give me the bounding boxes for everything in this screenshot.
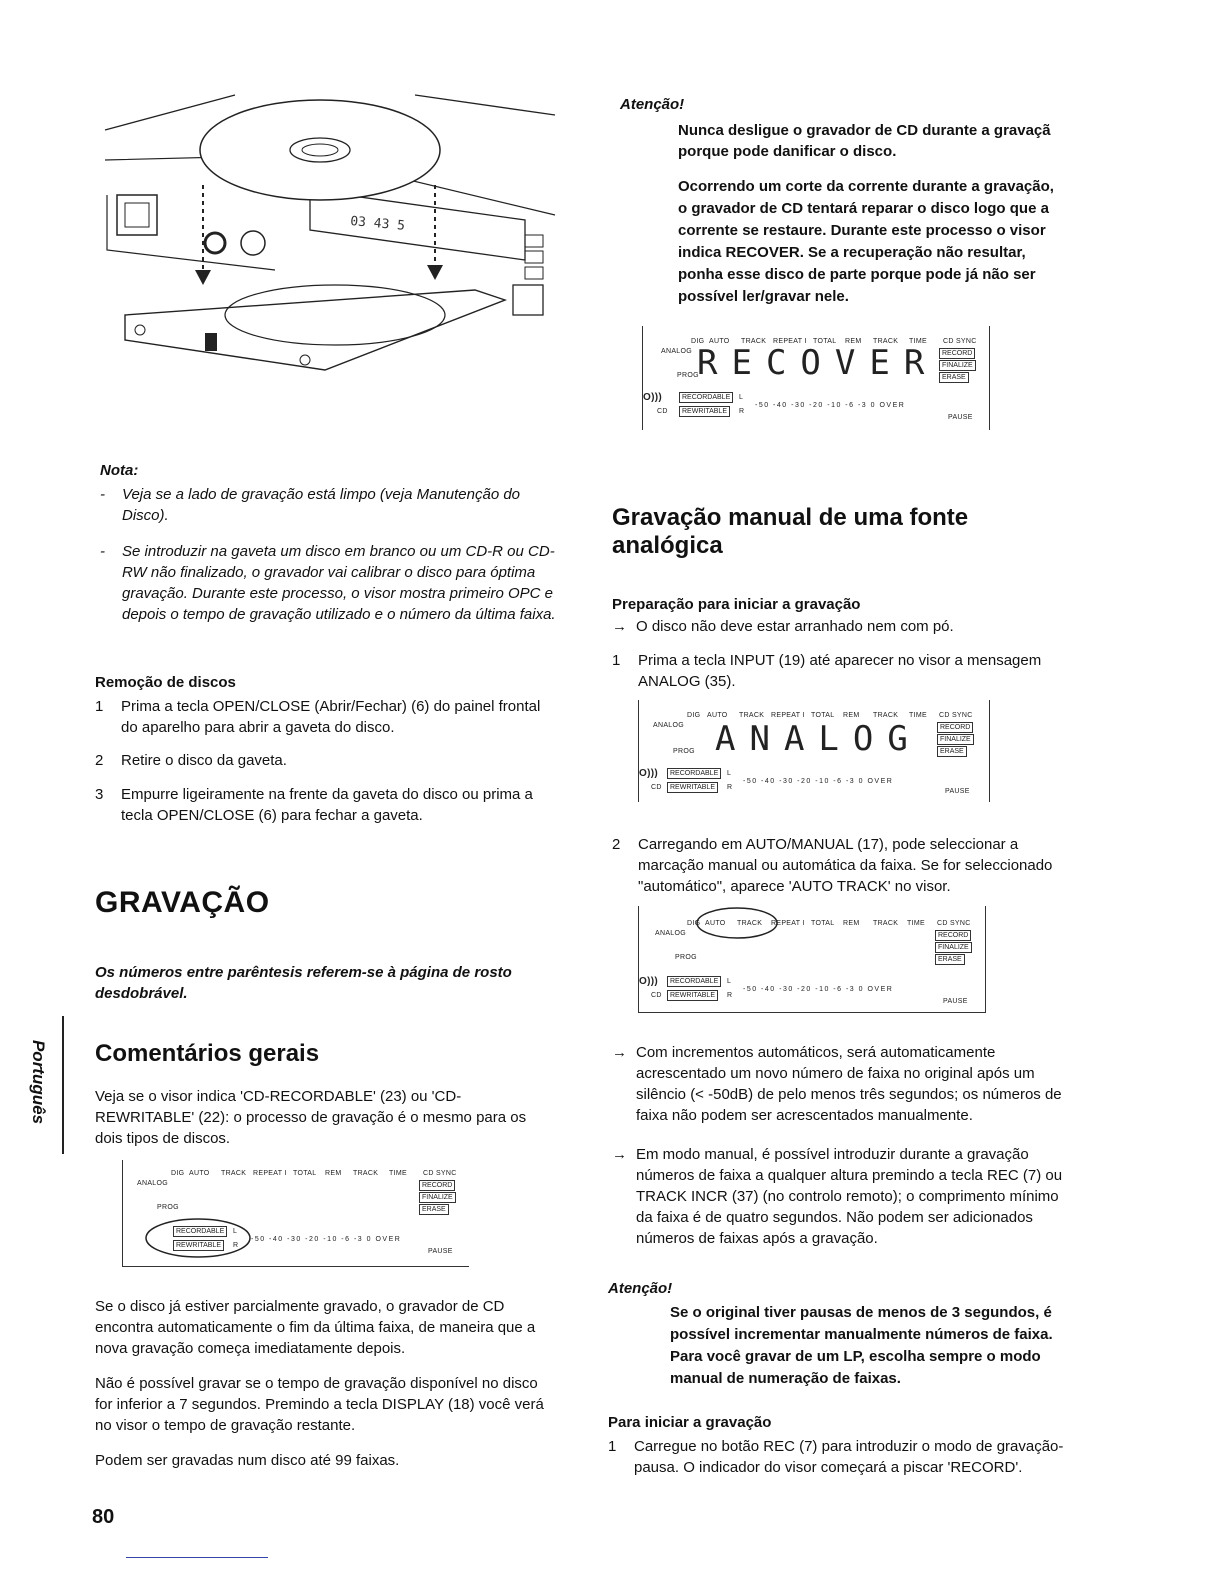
section-title-gravacao: GRAVAÇÃO	[95, 886, 270, 919]
cd-recorder-illustration	[95, 85, 565, 385]
display-panel-recover: DIG AUTO TRACK REPEAT I TOTAL REM TRACK TIME CD SYNC ANALOG PROG RECOVER RECORD FINALIZE ERASE O))) RECORDABLE REWRITABLE CD L R -50 -40 -30 -20 -10 -6 -3 0 OVER PAUSE	[642, 326, 990, 430]
gravacao-subtitle: Os números entre parêntesis referem-se à página de rosto desdobrável.	[95, 964, 512, 1002]
comentarios-p4: Podem ser gravadas num disco até 99 faixas.	[95, 1452, 400, 1469]
manual-mode-item	[612, 1144, 1067, 1249]
page-number: 80	[92, 1506, 115, 1528]
manual-step-1: 1 Prima a tecla INPUT (19) até aparecer no visor a mensagem ANALOG (35).	[612, 650, 1062, 692]
arrow-icon: →	[612, 1146, 627, 1163]
remocao-step-text: Empurre ligeiramente na frente da gaveta do disco ou prima a tecla OPEN/CLOSE (6) para fechar a gaveta.	[121, 786, 533, 824]
comentarios-p2: Se o disco já estiver parcialmente gravado, o gravador de CD encontra automaticamente o fim da última faixa, de maneira que a nova gravação começa imediatamente depois.	[95, 1298, 536, 1357]
device-display-text: 03 43 5	[349, 214, 406, 234]
attention1-title: Atenção!	[620, 96, 685, 113]
nota-item-text: Se introduzir na gaveta um disco em branco ou um CD-R ou CD-RW não finalizado, o gravador vai calibrar o disco para óptima gravação. Durante este processo, o visor mostra primeiro OPC e depois o tempo de gravação utilizado e o número da última faixa.	[122, 543, 556, 623]
auto-increment-item	[612, 1042, 1067, 1126]
manual-step-1-text: Prima a tecla INPUT (19) até aparecer no visor a mensagem ANALOG (35).	[638, 652, 1042, 690]
footer-rule	[126, 1557, 268, 1558]
language-tab	[29, 1016, 64, 1154]
attention2-title: Atenção!	[608, 1280, 673, 1297]
remocao-step: 3 Empurre ligeiramente na frente da gaveta do disco ou prima a tecla OPEN/CLOSE (6) para fechar a gaveta.	[95, 784, 555, 826]
attention1-p2: Ocorrendo um corte da corrente durante a gravação, o gravador de CD tentará reparar o disco logo que a corrente se restaure. Durante este processo o visor indica RECOVER. Se a recuperação não resultar, ponha esse disco de parte porque pode já não ser possível ler/gravar nele.	[678, 178, 1054, 305]
auto-increment-text: Com incrementos automáticos, será automaticamente acrescentado um novo número de faixa no original após um silêncio (< -50dB) de pelo menos três segundos; os números de faixa não podem ser acrescentados manualmente.	[636, 1044, 1062, 1124]
remocao-step: 1 Prima a tecla OPEN/CLOSE (Abrir/Fechar) (6) do painel frontal do aparelho para abrir a gaveta do disco.	[95, 696, 555, 738]
display-segment-text: ANALOG	[715, 719, 922, 759]
comentarios-p1: Veja se o visor indica 'CD-RECORDABLE' (23) ou 'CD-REWRITABLE' (22): o processo de gravação é o mesmo para os dois tipos de discos.	[95, 1088, 527, 1147]
attention2-text: Se o original tiver pausas de menos de 3 segundos, é possível incrementar manualmente números de faixa. Para você gravar de um LP, escolha sempre o modo manual de numeração de faixas.	[670, 1304, 1053, 1387]
iniciar-title: Para iniciar a gravação	[608, 1414, 772, 1431]
nota-title: Nota:	[100, 462, 139, 479]
highlight-circle	[695, 906, 779, 940]
display-segment-text: RECOVER	[697, 343, 939, 383]
comentarios-title: Comentários gerais	[95, 1040, 320, 1067]
nota-item-text: Veja se a lado de gravação está limpo (veja Manutenção do Disco).	[122, 486, 521, 524]
iniciar-step-1-text: Carregue no botão REC (7) para introduzir o modo de gravação-pausa. O indicador do visor começará a piscar 'RECORD'.	[634, 1438, 1064, 1476]
arrow-icon: →	[612, 1044, 627, 1061]
manual-title: Gravação manual de uma fonte analógica	[612, 504, 969, 559]
display-panel-recordable: DIG AUTO TRACK REPEAT I TOTAL REM TRACK TIME CD SYNC ANALOG PROG RECORD FINALIZE ERASE RECORDABLE REWRITABLE L R -50 -40 -30 -20 -10 -6 -3 0 OVER PAUSE	[122, 1160, 469, 1267]
language-tab-label: Português	[29, 1039, 49, 1125]
remocao-title: Remoção de discos	[95, 674, 236, 691]
display-panel-analog: DIG AUTO TRACK REPEAT I TOTAL REM TRACK TIME CD SYNC ANALOG PROG ANALOG RECORD FINALIZE ERASE O))) RECORDABLE REWRITABLE CD L R -50 -40 -30 -20 -10 -6 -3 0 OVER PAUSE	[638, 700, 990, 802]
manual-mode-text: Em modo manual, é possível introduzir durante a gravação números de faixa a qualquer altura premindo a tecla REC (7) ou TRACK INCR (37) (no controlo remoto); o comprimento mínimo da faixa é de quatro segundos. Não podem ser adicionados números de faixas após a gravação.	[636, 1146, 1063, 1247]
attention1-p1: Nunca desligue o gravador de CD durante a gravaçã porque pode danificar o disco.	[678, 122, 1051, 160]
nota-item: - Veja se a lado de gravação está limpo (veja Manutenção do Disco).	[100, 484, 560, 526]
display-panel-autotrack: DIG AUTO TRACK REPEAT I TOTAL REM TRACK TIME CD SYNC ANALOG PROG RECORD FINALIZE ERASE O))) RECORDABLE REWRITABLE CD L R -50 -40 -30 -20 -10 -6 -3 0 OVER PAUSE	[638, 906, 986, 1013]
remocao-step: 2 Retire o disco da gaveta.	[95, 752, 287, 769]
prep-arrow-text: O disco não deve estar arranhado nem com pó.	[636, 618, 954, 635]
prep-arrow-item	[612, 616, 1062, 637]
comentarios-p3: Não é possível gravar se o tempo de gravação disponível no disco for inferior a 7 segundos. Premindo a tecla DISPLAY (18) você verá no visor o tempo de gravação restante.	[95, 1375, 544, 1434]
manual-step-2: 2 Carregando em AUTO/MANUAL (17), pode seleccionar a marcação manual ou automática da faixa. Se for seleccionado "automático", aparece 'AUTO TRACK' no visor.	[612, 834, 1067, 897]
manual-step-2-text: Carregando em AUTO/MANUAL (17), pode seleccionar a marcação manual ou automática da faixa. Se for seleccionado "automático", aparece 'AUTO TRACK' no visor.	[638, 836, 1053, 895]
arrow-icon: →	[612, 618, 627, 635]
prep-title: Preparação para iniciar a gravação	[612, 596, 861, 613]
iniciar-step-1: 1 Carregue no botão REC (7) para introduzir o modo de gravação-pausa. O indicador do visor começará a piscar 'RECORD'.	[608, 1436, 1068, 1478]
remocao-step-text: Prima a tecla OPEN/CLOSE (Abrir/Fechar) (6) do painel frontal do aparelho para abrir a gaveta do disco.	[121, 698, 541, 736]
remocao-step-text: Retire o disco da gaveta.	[121, 752, 287, 769]
highlight-circle	[143, 1216, 253, 1260]
nota-item: - Se introduzir na gaveta um disco em branco ou um CD-R ou CD-RW não finalizado, o gravador vai calibrar o disco para óptima gravação. Durante este processo, o visor mostra primeiro OPC e depois o tempo de gravação utilizado e o número da última faixa.	[100, 541, 560, 625]
